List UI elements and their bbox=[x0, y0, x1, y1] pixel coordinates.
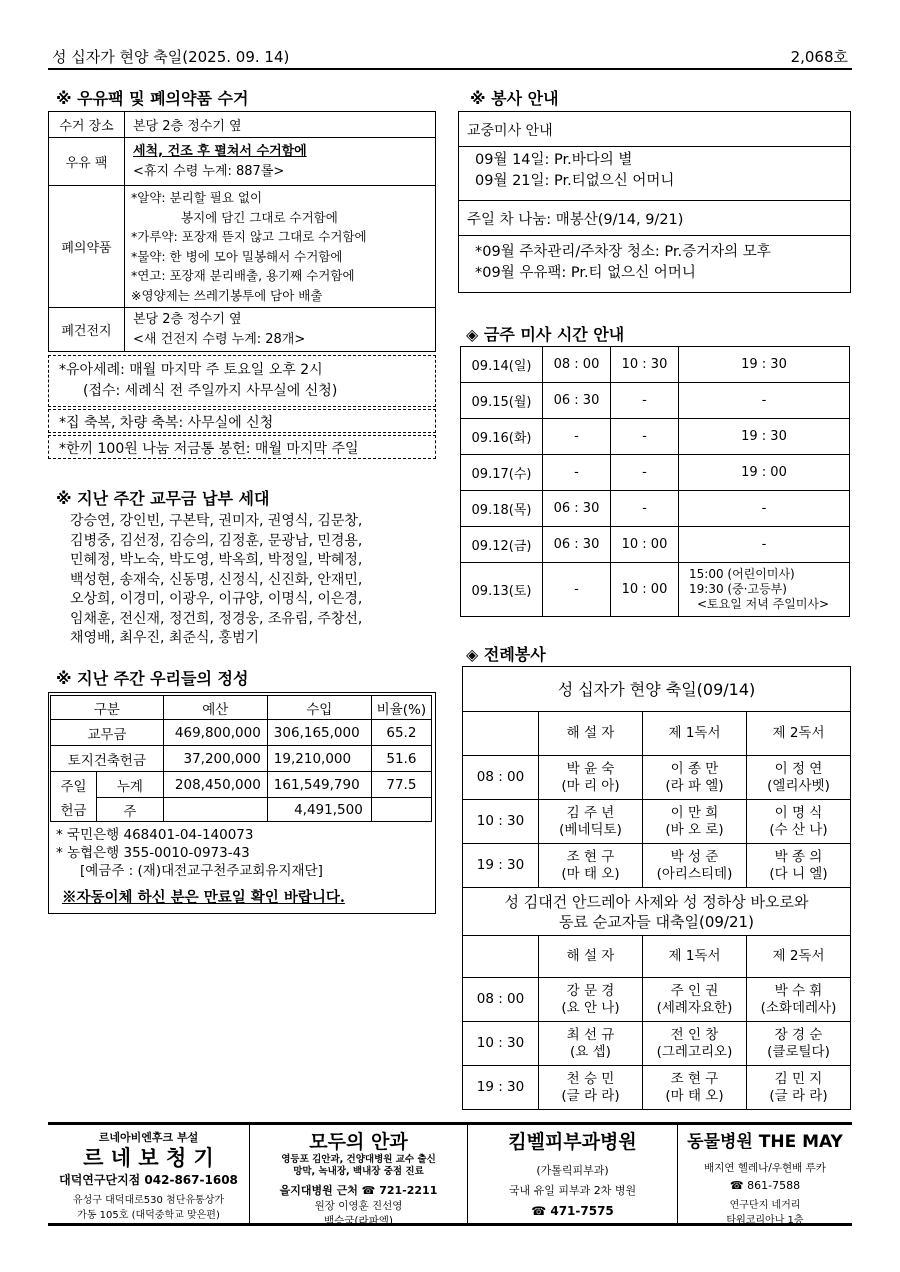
ratio-cell: 51.6 bbox=[371, 746, 431, 772]
ad-text: 연구단지 네거리 bbox=[729, 1200, 801, 1211]
income-cell: 161,549,790 bbox=[267, 772, 371, 798]
finance-heading: ※ 지난 주간 우리들의 정성 bbox=[56, 669, 249, 688]
ad-text: (가톨릭피부과) bbox=[536, 1164, 609, 1177]
mass-time: - bbox=[543, 419, 611, 455]
ad-hearing bbox=[48, 1125, 250, 1223]
ad-text: 유성구 대덕대로530 첨단유통상가 bbox=[72, 1195, 225, 1206]
lit-name: 주 인 권 bbox=[670, 982, 719, 999]
ad-title: 킴벨피부과병원 bbox=[508, 1131, 637, 1153]
autopay-notice: ※자동이체 하신 분은 만료일 확인 바랍니다. bbox=[62, 889, 345, 906]
ad-strip bbox=[48, 1122, 852, 1226]
lit-name: 이 명 식 bbox=[774, 804, 823, 821]
lit-name: 이 정 연 bbox=[774, 760, 823, 777]
finance-table bbox=[50, 695, 432, 822]
lit-baptismal: (클로틸다) bbox=[767, 1043, 830, 1060]
place-value: 본당 2층 정수기 옆 bbox=[125, 112, 436, 138]
lit-baptismal: (요 안 나) bbox=[561, 999, 620, 1016]
service-box bbox=[458, 111, 851, 293]
mass-time: - bbox=[679, 383, 850, 419]
medicine-line: *물약: 한 병에 모아 밀봉해서 수거함에 bbox=[131, 248, 343, 264]
lit-baptismal: (수 산 나) bbox=[769, 821, 828, 838]
ratio-cell: 65.2 bbox=[371, 720, 431, 746]
service-line: *09월 우유팩: Pr.티 없으신 어머니 bbox=[475, 265, 696, 281]
col-header: 제 1독서 bbox=[643, 936, 747, 978]
mass-time: 19 : 30 bbox=[679, 347, 850, 383]
budget-cell: 208,450,000 bbox=[163, 772, 267, 798]
lit-baptismal: (마 리 아) bbox=[561, 777, 620, 794]
mass-time: 06 : 30 bbox=[543, 383, 611, 419]
label-medicine: 폐의약품 bbox=[49, 186, 125, 308]
mass-time: - bbox=[611, 455, 679, 491]
battery-count: <새 건전지 수령 누계: 28개> bbox=[133, 331, 306, 347]
ad-title: 모두의 안과 bbox=[309, 1131, 408, 1153]
donor-line: 강승연, 강인빈, 구본탁, 권미자, 권영식, 김문창, bbox=[70, 513, 363, 529]
service-line: 09월 14일: Pr.바다의 별 bbox=[475, 152, 633, 168]
mass-time: 19:30 (중·고등부) bbox=[689, 582, 787, 596]
col-header: 제 2독서 bbox=[747, 936, 851, 978]
service-line: 09월 21일: Pr.티없으신 어머니 bbox=[475, 173, 675, 189]
milk-instruction: 세척, 건조 후 펼쳐서 수거함에 bbox=[133, 143, 307, 159]
service-sub1: 교중미사 안내 bbox=[467, 123, 553, 139]
lit-name: 조 현 구 bbox=[670, 1070, 719, 1087]
lit-time: 19 : 30 bbox=[463, 1066, 539, 1110]
income-cell: 4,491,500 bbox=[267, 798, 371, 822]
battery-place: 본당 2층 정수기 옆 bbox=[133, 311, 242, 327]
lit-baptismal: (소화데레사) bbox=[760, 999, 837, 1016]
ad-text: 타워코리아나 1층 bbox=[726, 1215, 804, 1226]
lit-baptismal: (다 니 엘) bbox=[769, 865, 828, 882]
income-cell: 19,210,000 bbox=[267, 746, 371, 772]
lit-time: 19 : 30 bbox=[463, 844, 539, 888]
ad-text: 가동 105호 (대덕중학교 맞은편) bbox=[77, 1210, 220, 1221]
mass-time: - bbox=[679, 491, 850, 527]
ratio-cell: 77.5 bbox=[371, 772, 431, 798]
milk-heading: ※ 우유팩 및 폐의약품 수거 bbox=[56, 89, 249, 108]
ad-vet bbox=[678, 1125, 852, 1226]
mass-time: - bbox=[543, 563, 611, 617]
donors-list bbox=[70, 512, 362, 649]
mass-date: 09.14(일) bbox=[461, 347, 543, 383]
mass-time: 10 : 00 bbox=[611, 527, 679, 563]
row-label: 주일 bbox=[51, 772, 97, 798]
lit-time: 08 : 00 bbox=[463, 978, 539, 1022]
mass-date: 09.18(목) bbox=[461, 491, 543, 527]
income-cell: 306,165,000 bbox=[267, 720, 371, 746]
bank-line: * 농협은행 355-0010-0973-43 bbox=[56, 845, 250, 861]
liturgy-title-2: 성 김대건 안드레아 사제와 성 정하상 바오로와 bbox=[504, 892, 809, 911]
row-label: 토지건축헌금 bbox=[51, 746, 164, 772]
lit-baptismal: (라 파 엘) bbox=[665, 777, 724, 794]
lit-baptismal: (엘리사벳) bbox=[767, 777, 830, 794]
mass-time: 15:00 (어린이미사) bbox=[689, 567, 795, 581]
bulletin-title: 성 십자가 현양 축일(2025. 09. 14) bbox=[52, 48, 290, 66]
lit-name: 김 민 지 bbox=[774, 1070, 823, 1087]
col-header: 해 설 자 bbox=[539, 712, 643, 756]
ad-text: 영등포 김안과, 건양대병원 교수 출신 bbox=[281, 1154, 436, 1165]
lit-time: 10 : 30 bbox=[463, 1022, 539, 1066]
liturgy-heading: ◈ 전례봉사 bbox=[466, 645, 546, 664]
lit-baptismal: (베네딕토) bbox=[559, 821, 622, 838]
medicine-line: *알약: 분리할 필요 없이 bbox=[131, 190, 263, 205]
mass-time: - bbox=[543, 455, 611, 491]
ad-text: 르네아비엔후크 부설 bbox=[98, 1131, 199, 1144]
ad-text: 원장 이영훈 진선영 bbox=[314, 1200, 403, 1212]
col-header: 구분 bbox=[51, 696, 164, 720]
ad-title: 동물병원 THE MAY bbox=[687, 1132, 843, 1152]
row-label: 교무금 bbox=[51, 720, 164, 746]
col-header: 제 2독서 bbox=[747, 712, 851, 756]
lit-name: 강 문 경 bbox=[566, 982, 615, 999]
mass-date: 09.13(토) bbox=[461, 563, 543, 617]
row-label: 헌금 bbox=[51, 798, 97, 822]
mass-time: 06 : 30 bbox=[543, 527, 611, 563]
notice-line: *유아세례: 매월 마지막 주 토요일 오후 2시 bbox=[59, 362, 323, 378]
liturgy-table bbox=[462, 666, 851, 1110]
lit-baptismal: (세례자요한) bbox=[656, 999, 733, 1016]
col-header: 수입 bbox=[267, 696, 371, 720]
mass-time: - bbox=[611, 491, 679, 527]
mass-time: 08 : 00 bbox=[543, 347, 611, 383]
lit-name: 장 경 순 bbox=[774, 1026, 823, 1043]
ad-text: 을지대병원 근처 ☎ 721-2211 bbox=[279, 1184, 438, 1197]
lit-time: 08 : 00 bbox=[463, 756, 539, 800]
mass-date: 09.12(금) bbox=[461, 527, 543, 563]
ratio-cell bbox=[371, 798, 431, 822]
ad-skin bbox=[468, 1125, 678, 1223]
ad-text: 국내 유일 피부과 2차 병원 bbox=[508, 1184, 637, 1197]
lit-baptismal: (그레고리오) bbox=[656, 1043, 733, 1060]
medicine-line: *연고: 포장재 분리배출, 용기째 수거함에 bbox=[131, 268, 355, 283]
lit-name: 전 인 창 bbox=[670, 1026, 719, 1043]
service-sub2: 주일 차 나눔: 매봉산(9/14, 9/21) bbox=[467, 212, 684, 228]
medicine-line: 봉지에 담긴 그대로 수거함에 bbox=[181, 209, 338, 225]
lit-name: 이 만 희 bbox=[670, 804, 719, 821]
ad-eye bbox=[250, 1125, 468, 1227]
notice-line: (접수: 세례식 전 주일까지 사무실에 신청) bbox=[83, 383, 338, 399]
lit-time: 10 : 30 bbox=[463, 800, 539, 844]
col-header: 예산 bbox=[163, 696, 267, 720]
label-place: 수거 장소 bbox=[49, 112, 125, 138]
lit-name: 최 선 규 bbox=[566, 1026, 615, 1043]
lit-name: 박 윤 숙 bbox=[566, 760, 615, 777]
issue-number: 2,068호 bbox=[790, 48, 848, 66]
liturgy-title-2: 동료 순교자들 대축일(09/21) bbox=[559, 912, 754, 931]
donor-line: 백성현, 송재숙, 신동명, 신정식, 신진화, 안재민, bbox=[70, 571, 363, 588]
donation-notice: *한끼 100원 나눔 저금통 봉헌: 매월 마지막 주일 bbox=[48, 435, 436, 459]
mass-time: 10 : 30 bbox=[611, 347, 679, 383]
medicine-line: *가루약: 포장재 뜯지 않고 그대로 수거함에 bbox=[131, 229, 367, 244]
row-sublabel: 주 bbox=[97, 798, 164, 822]
lit-baptismal: (글 라 라) bbox=[561, 1087, 620, 1104]
lit-baptismal: (바 오 로) bbox=[665, 821, 724, 838]
lit-name: 조 현 구 bbox=[566, 848, 615, 865]
mass-note: <토요일 저녁 주일미사> bbox=[697, 597, 830, 611]
ad-text: ☎ 471-7575 bbox=[531, 1204, 614, 1218]
lit-baptismal: (요 셉) bbox=[570, 1043, 611, 1060]
medicine-line: ※영양제는 쓰레기봉투에 담아 배출 bbox=[131, 287, 323, 303]
lit-name: 박 종 의 bbox=[774, 848, 823, 865]
donor-line: 민혜정, 박노숙, 박도영, 박옥희, 박정일, 박혜정, bbox=[70, 552, 363, 568]
bank-line: [예금주 : (재)대전교구천주교회유지재단] bbox=[80, 863, 323, 879]
ad-text: 배지연 헬레나/우현배 루카 bbox=[704, 1162, 826, 1174]
ad-text: 대덕연구단지점 042-867-1608 bbox=[59, 1173, 238, 1187]
mass-date: 09.15(월) bbox=[461, 383, 543, 419]
page-header bbox=[48, 44, 852, 70]
mass-time: 19 : 30 bbox=[679, 419, 850, 455]
ad-text: ☎ 861-7588 bbox=[729, 1179, 801, 1192]
budget-cell: 469,800,000 bbox=[163, 720, 267, 746]
col-header: 제 1독서 bbox=[643, 712, 747, 756]
mass-time: - bbox=[611, 383, 679, 419]
donor-line: 채영배, 최우진, 최준식, 홍범기 bbox=[70, 630, 259, 646]
budget-cell bbox=[163, 798, 267, 822]
service-line: *09월 주차관리/주차장 청소: Pr.증거자의 모후 bbox=[475, 244, 771, 260]
row-sublabel: 누계 bbox=[97, 772, 164, 798]
mass-date: 09.17(수) bbox=[461, 455, 543, 491]
ad-title: 르 네 보 청 기 bbox=[83, 1146, 214, 1170]
lit-baptismal: (글 라 라) bbox=[769, 1087, 828, 1104]
donor-line: 김병중, 김선정, 김승의, 김정훈, 문광남, 민경용, bbox=[70, 532, 363, 549]
mass-time: - bbox=[679, 527, 850, 563]
bank-line: * 국민은행 468401-04-140073 bbox=[56, 827, 254, 843]
milk-table bbox=[48, 111, 436, 352]
ad-text: 백승국(라파엘) bbox=[323, 1215, 394, 1227]
lit-baptismal: (마 태 오) bbox=[665, 1087, 724, 1104]
service-heading: ※ 봉사 안내 bbox=[470, 89, 559, 108]
mass-table bbox=[460, 346, 850, 617]
mass-time: 10 : 00 bbox=[611, 563, 679, 617]
milk-count: <휴지 수령 누계: 887롤> bbox=[133, 163, 285, 179]
label-milk: 우유 팩 bbox=[49, 138, 125, 186]
col-header: 비율(%) bbox=[371, 696, 431, 720]
lit-name: 천 승 민 bbox=[566, 1070, 615, 1087]
bank-info bbox=[56, 826, 323, 880]
donor-line: 오상희, 이경미, 이광우, 이규양, 이명식, 이은경, bbox=[70, 591, 363, 607]
mass-time: 06 : 30 bbox=[543, 491, 611, 527]
lit-baptismal: (아리스티데) bbox=[656, 865, 733, 882]
mass-heading: ◈ 금주 미사 시간 안내 bbox=[466, 325, 625, 344]
lit-name: 이 종 만 bbox=[670, 760, 719, 777]
donors-heading: ※ 지난 주간 교무금 납부 세대 bbox=[56, 489, 270, 508]
mass-date: 09.16(화) bbox=[461, 419, 543, 455]
lit-name: 박 성 준 bbox=[670, 848, 719, 865]
lit-name: 김 주 년 bbox=[566, 804, 615, 821]
col-header: 해 설 자 bbox=[539, 936, 643, 978]
baptism-notice bbox=[48, 355, 436, 407]
mass-time: - bbox=[611, 419, 679, 455]
ad-text: 망막, 녹내장, 백내장 중점 진료 bbox=[293, 1166, 424, 1177]
blessing-notice: *집 축복, 차량 축복: 사무실에 신청 bbox=[48, 409, 436, 433]
donor-line: 임채훈, 전신재, 정건희, 정경웅, 조유림, 주창선, bbox=[70, 610, 363, 627]
mass-time: 19 : 00 bbox=[679, 455, 850, 491]
lit-name: 박 수 휘 bbox=[774, 982, 823, 999]
budget-cell: 37,200,000 bbox=[163, 746, 267, 772]
label-battery: 폐건전지 bbox=[49, 308, 125, 352]
lit-baptismal: (마 태 오) bbox=[561, 865, 620, 882]
liturgy-title-1: 성 십자가 현양 축일(09/14) bbox=[463, 667, 851, 712]
